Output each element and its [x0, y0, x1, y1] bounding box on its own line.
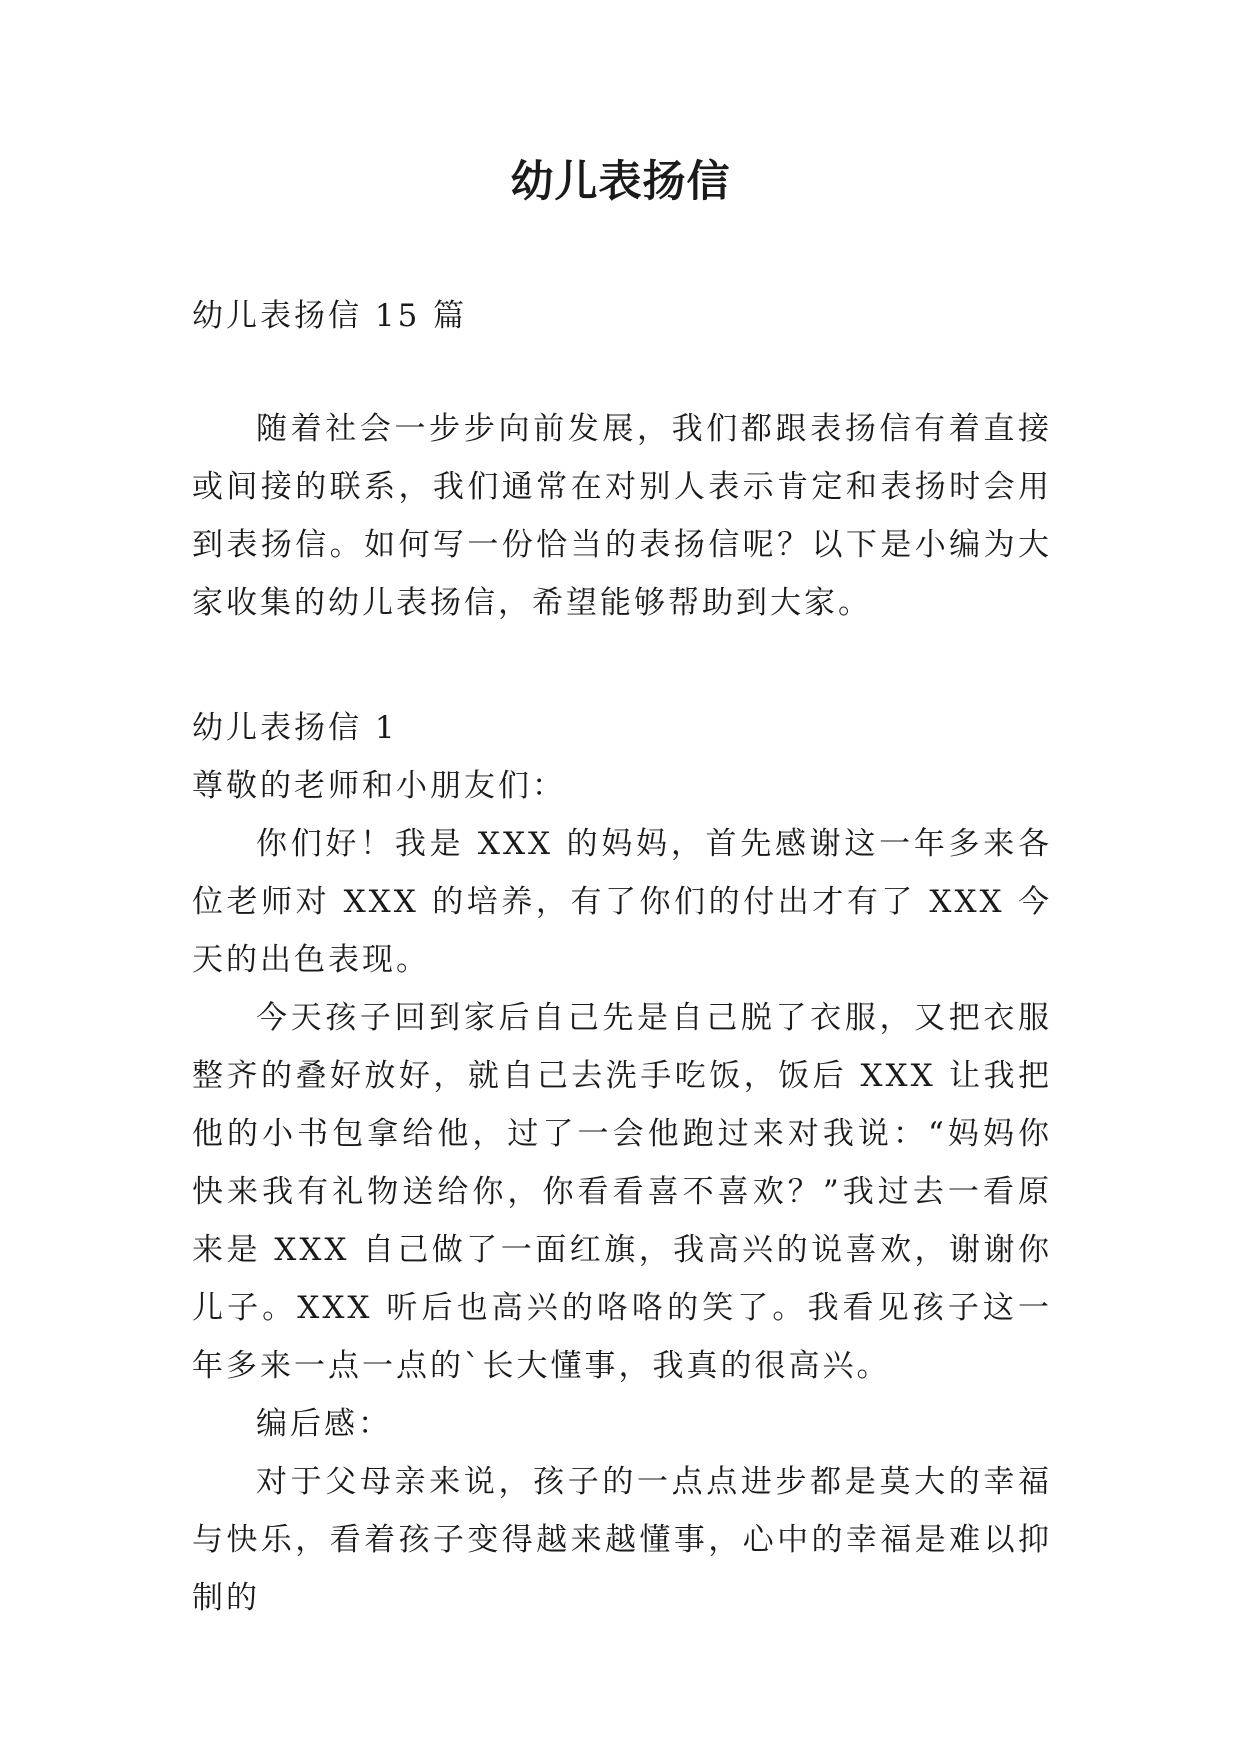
intro-paragraph: 随着社会一步步向前发展，我们都跟表扬信有着直接或间接的联系，我们通常在对别人表示肯定和表扬时会用到表扬信。如何写一份恰当的表扬信呢？以下是小编为大家收集的幼儿表扬信，希望能够帮助到大家。	[192, 411, 1052, 621]
letter-salutation: 尊敬的老师和小朋友们：	[192, 768, 566, 804]
afterword-paragraph: 对于父母亲来说，孩子的一点点进步都是莫大的幸福与快乐，看着孩子变得越来越懂事，心中的幸福是难以抑制的	[192, 1464, 1052, 1616]
page-title: 幼儿表扬信	[510, 157, 731, 207]
afterword-label: 编后感：	[256, 1406, 392, 1442]
letter-heading: 幼儿表扬信 1	[192, 710, 398, 746]
document-subtitle: 幼儿表扬信 15 篇	[192, 298, 468, 334]
letter-paragraph-2: 今天孩子回到家后自己先是自己脱了衣服，又把衣服整齐的叠好放好，就自己去洗手吃饭，饭后 XXX 让我把他的小书包拿给他，过了一会他跑过来对我说：“妈妈你快来我有礼物送给你，你看看喜不喜欢？”我过去一看原来是 XXX 自己做了一面红旗，我高兴的说喜欢，谢谢你儿子。XXX 听后也高兴的咯咯的笑了。我看见孩子这一年多来一点一点的`长大懂事，我真的很高兴。	[192, 1000, 1052, 1384]
letter-paragraph-1: 你们好！我是 XXX 的妈妈，首先感谢这一年多来各位老师对 XXX 的培养，有了你们的付出才有了 XXX 今天的出色表现。	[192, 826, 1052, 978]
